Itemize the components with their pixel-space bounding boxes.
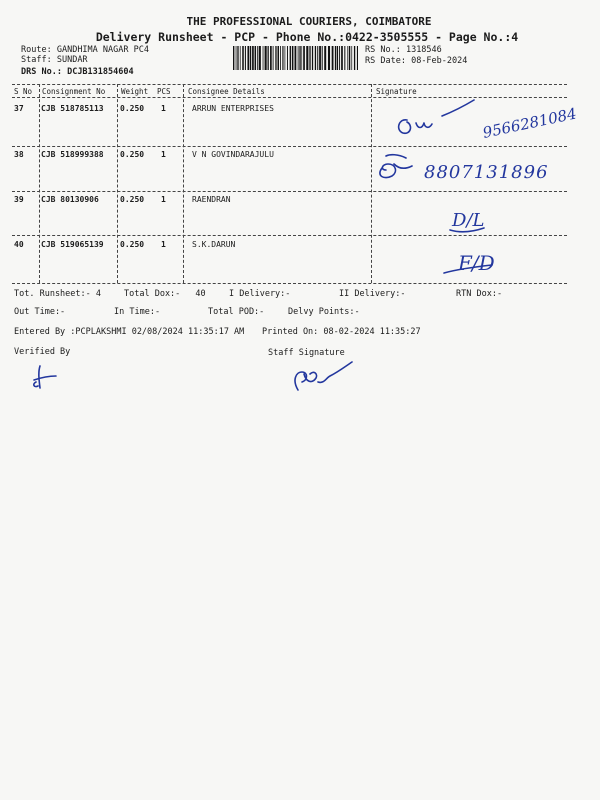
ii-delivery: II Delivery:- bbox=[339, 289, 406, 299]
barcode-bar bbox=[322, 46, 323, 70]
barcode-bar bbox=[332, 46, 334, 70]
printed-on: Printed On: 08-02-2024 11:35:27 bbox=[262, 327, 421, 337]
barcode-bar bbox=[278, 46, 279, 70]
drs-label: DRS No.: bbox=[21, 67, 62, 77]
in-time: In Time:- bbox=[114, 307, 161, 317]
barcode-bar bbox=[242, 46, 244, 70]
barcode-bar bbox=[259, 46, 261, 70]
barcode-bar bbox=[280, 46, 281, 70]
signature-column-handwriting bbox=[372, 98, 597, 288]
col-header-consignment: Consignment No bbox=[42, 87, 106, 96]
barcode-bar bbox=[250, 46, 251, 70]
rs-date-label: RS Date: bbox=[365, 56, 406, 66]
barcode-bar bbox=[309, 46, 310, 70]
row-consignment: CJB 519065139 bbox=[41, 240, 104, 249]
handwritten-mark-row4: F/D bbox=[458, 251, 495, 275]
row-consignment: CJB 518785113 bbox=[41, 104, 104, 113]
col-header-signature: Signature bbox=[376, 87, 417, 96]
out-time: Out Time:- bbox=[14, 307, 66, 317]
barcode-bar bbox=[312, 46, 313, 70]
col-header-weight: Weight bbox=[121, 87, 149, 96]
tot-runsheet: Tot. Runsheet:- 4 bbox=[14, 289, 101, 299]
barcode-bar bbox=[257, 46, 258, 70]
handwritten-phone-row1: 9566281084 bbox=[481, 104, 579, 142]
row-consignee: V N GOVINDARAJULU bbox=[192, 150, 274, 159]
handwritten-mark-row3: D/L bbox=[452, 210, 485, 231]
barcode bbox=[233, 46, 358, 70]
barcode-bar bbox=[233, 46, 234, 70]
verified-by-label: Verified By bbox=[14, 347, 71, 357]
col-divider bbox=[117, 84, 118, 283]
row-consignee: S.K.DARUN bbox=[192, 240, 236, 249]
route-label: Route: bbox=[21, 45, 52, 55]
barcode-bar bbox=[317, 46, 318, 70]
verified-by-signature bbox=[28, 362, 68, 392]
barcode-bar bbox=[335, 46, 336, 70]
rs-date-line bbox=[365, 56, 467, 66]
rs-date-value: 08-Feb-2024 bbox=[411, 56, 468, 66]
barcode-bar bbox=[252, 46, 254, 70]
barcode-bar bbox=[351, 46, 352, 70]
rs-no-line bbox=[365, 45, 442, 55]
staff-signature-scribble bbox=[288, 360, 358, 396]
staff-value: SUNDAR bbox=[56, 55, 88, 65]
col-divider bbox=[183, 84, 184, 283]
barcode-bar bbox=[265, 46, 267, 70]
row-pcs: 1 bbox=[161, 195, 166, 204]
barcode-bar bbox=[270, 46, 272, 70]
barcode-bar bbox=[240, 46, 241, 70]
row-weight: 0.250 bbox=[120, 195, 145, 204]
col-header-consignee: Consignee Details bbox=[188, 87, 265, 96]
barcode-bar bbox=[282, 46, 283, 70]
total-pod: Total POD:- bbox=[208, 307, 265, 317]
company-name: THE PROFESSIONAL COURIERS, COIMBATORE bbox=[186, 15, 432, 28]
barcode-bar bbox=[255, 46, 256, 70]
i-delivery: I Delivery:- bbox=[229, 289, 291, 299]
barcode-bar bbox=[315, 46, 316, 70]
rs-no-value: 1318546 bbox=[405, 45, 442, 55]
table-top-rule bbox=[12, 84, 567, 85]
barcode-bar bbox=[349, 46, 351, 70]
handwritten-signature bbox=[380, 155, 412, 178]
col-header-pcs: PCS bbox=[157, 87, 171, 96]
barcode-bar bbox=[263, 46, 264, 70]
row-consignment: CJB 80130906 bbox=[41, 195, 99, 204]
drs-value: DCJB131854604 bbox=[67, 67, 134, 77]
drs-line bbox=[21, 67, 134, 77]
barcode-bar bbox=[299, 46, 300, 70]
total-dox-value: 40 bbox=[195, 289, 206, 299]
barcode-bar bbox=[354, 46, 355, 70]
delvy-points: Delvy Points:- bbox=[288, 307, 360, 317]
row-weight: 0.250 bbox=[120, 104, 145, 113]
handwritten-phone-row2: 8807131896 bbox=[424, 162, 549, 183]
barcode-bar bbox=[275, 46, 276, 70]
barcode-bar bbox=[328, 46, 330, 70]
barcode-bar bbox=[344, 46, 345, 70]
barcode-bar bbox=[245, 46, 246, 70]
row-consignee: RAENDRAN bbox=[192, 195, 231, 204]
barcode-bar bbox=[295, 46, 297, 70]
row-sno: 40 bbox=[14, 240, 24, 249]
col-divider bbox=[39, 84, 40, 283]
row-weight: 0.250 bbox=[120, 240, 145, 249]
barcode-bar bbox=[298, 46, 299, 70]
row-weight: 0.250 bbox=[120, 150, 145, 159]
barcode-bar bbox=[290, 46, 291, 70]
barcode-bar bbox=[285, 46, 286, 70]
row-sno: 39 bbox=[14, 195, 24, 204]
row-pcs: 1 bbox=[161, 150, 166, 159]
total-dox-label: Total Dox:- bbox=[124, 289, 181, 299]
row-sno: 37 bbox=[14, 104, 24, 113]
barcode-bar bbox=[273, 46, 274, 70]
row-consignee: ARRUN ENTERPRISES bbox=[192, 104, 274, 113]
rtn-dox: RTN Dox:- bbox=[456, 289, 503, 299]
total-dox bbox=[124, 289, 206, 299]
rs-no-label: RS No.: bbox=[365, 45, 401, 55]
barcode-bar bbox=[268, 46, 269, 70]
staff-label: Staff: bbox=[21, 55, 52, 65]
barcode-bar bbox=[237, 46, 238, 70]
staff-signature-label: Staff Signature bbox=[268, 348, 345, 358]
barcode-bar bbox=[292, 46, 294, 70]
barcode-bar bbox=[306, 46, 308, 70]
barcode-bar bbox=[337, 46, 338, 70]
barcode-bar bbox=[247, 46, 249, 70]
barcode-bar bbox=[319, 46, 321, 70]
runsheet-title: Delivery Runsheet - PCP - Phone No.:0422-3505555 - Page No.:4 bbox=[95, 30, 519, 44]
route-value: GANDHIMA NAGAR PC4 bbox=[56, 45, 149, 55]
row-consignment: CJB 518999388 bbox=[41, 150, 104, 159]
route-line bbox=[21, 45, 149, 55]
staff-line bbox=[21, 55, 88, 65]
barcode-bar bbox=[301, 46, 302, 70]
barcode-bar bbox=[357, 46, 358, 70]
barcode-bar bbox=[324, 46, 326, 70]
barcode-bar bbox=[339, 46, 340, 70]
row-sno: 38 bbox=[14, 150, 24, 159]
barcode-bar bbox=[287, 46, 288, 70]
barcode-bar bbox=[236, 46, 237, 70]
col-header-sno: S No bbox=[14, 87, 33, 96]
barcode-bar bbox=[341, 46, 343, 70]
barcode-bar bbox=[347, 46, 348, 70]
entered-by: Entered By :PCPLAKSHMI 02/08/2024 11:35:17 AM bbox=[14, 327, 245, 337]
row-pcs: 1 bbox=[161, 104, 166, 113]
handwritten-signature bbox=[399, 100, 474, 133]
row-pcs: 1 bbox=[161, 240, 166, 249]
barcode-bar bbox=[303, 46, 305, 70]
